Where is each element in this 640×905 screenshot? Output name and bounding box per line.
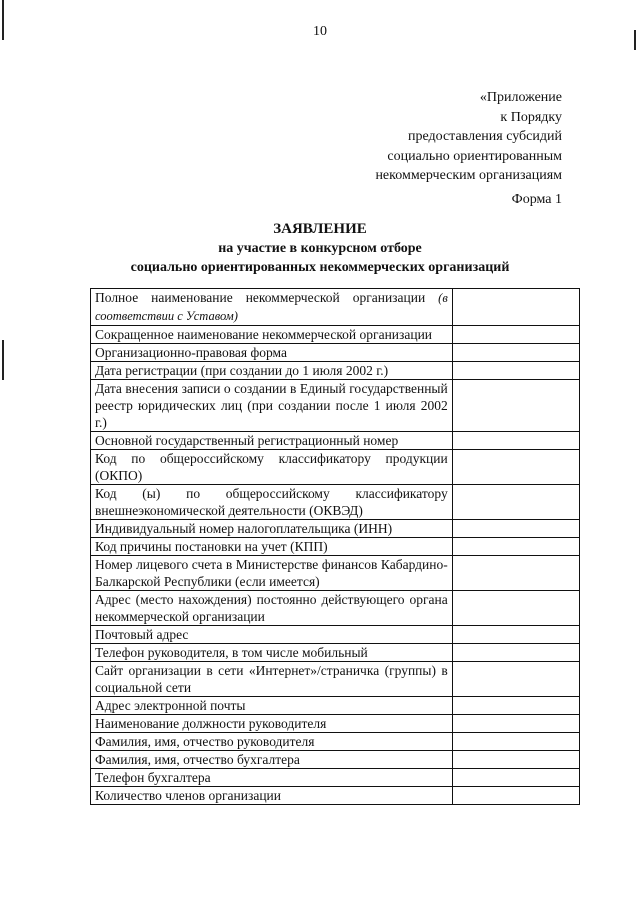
row-value-cell[interactable] bbox=[452, 787, 579, 805]
row-value-cell[interactable] bbox=[452, 538, 579, 556]
row-value-cell[interactable] bbox=[452, 485, 579, 520]
row-label: Сайт организации в сети «Интернет»/страничка (группы) в социальной сети bbox=[91, 662, 453, 697]
appendix-line: предоставления субсидий bbox=[407, 129, 562, 144]
row-label: Фамилия, имя, отчество бухгалтера bbox=[91, 751, 453, 769]
row-label: Номер лицевого счета в Министерстве финансов Кабардино-Балкарской Республики (если имеется) bbox=[91, 556, 453, 591]
row-value-cell[interactable] bbox=[452, 344, 579, 362]
scan-edge-mark-mid-left bbox=[2, 340, 4, 380]
row-value-cell[interactable] bbox=[452, 380, 579, 432]
row-label bbox=[91, 289, 453, 326]
table-row bbox=[91, 362, 580, 380]
table-row bbox=[91, 556, 580, 591]
document-title bbox=[0, 220, 640, 277]
row-hint: (в соответствии с Уставом) bbox=[95, 291, 448, 323]
row-label: Сокращенное наименование некоммерческой организации bbox=[91, 326, 453, 344]
row-label: Код (ы) по общероссийскому классификатору внешнеэкономической деятельности (ОКВЭД) bbox=[91, 485, 453, 520]
table-row bbox=[91, 662, 580, 697]
table-row bbox=[91, 715, 580, 733]
table-row bbox=[91, 733, 580, 751]
row-value-cell[interactable] bbox=[452, 591, 579, 626]
table-row bbox=[91, 485, 580, 520]
table-row bbox=[91, 538, 580, 556]
row-value-cell[interactable] bbox=[452, 556, 579, 591]
title-line-1: ЗАЯВЛЕНИЕ bbox=[273, 221, 367, 237]
table-row bbox=[91, 769, 580, 787]
row-label: Наименование должности руководителя bbox=[91, 715, 453, 733]
row-value-cell[interactable] bbox=[452, 326, 579, 344]
row-label: Телефон руководителя, в том числе мобильный bbox=[91, 644, 453, 662]
row-value-cell[interactable] bbox=[452, 362, 579, 380]
application-form-table bbox=[90, 288, 580, 805]
row-label: Код по общероссийскому классификатору продукции (ОКПО) bbox=[91, 450, 453, 485]
row-label: Почтовый адрес bbox=[91, 626, 453, 644]
row-label: Основной государственный регистрационный номер bbox=[91, 432, 453, 450]
appendix-heading bbox=[375, 88, 562, 186]
row-label: Организационно-правовая форма bbox=[91, 344, 453, 362]
table-row bbox=[91, 450, 580, 485]
table-row bbox=[91, 751, 580, 769]
row-value-cell[interactable] bbox=[452, 662, 579, 697]
table-row bbox=[91, 697, 580, 715]
title-line-2: на участие в конкурсном отборе bbox=[218, 241, 422, 256]
title-line-3: социально ориентированных некоммерческих организаций bbox=[130, 260, 510, 275]
appendix-line: социально ориентированным bbox=[387, 148, 562, 164]
row-label: Фамилия, имя, отчество руководителя bbox=[91, 733, 453, 751]
form-label: Форма 1 bbox=[511, 192, 562, 207]
row-value-cell[interactable] bbox=[452, 715, 579, 733]
row-value-cell[interactable] bbox=[452, 697, 579, 715]
row-label: Индивидуальный номер налогоплательщика (ИНН) bbox=[91, 520, 453, 538]
table-row bbox=[91, 380, 580, 432]
row-label: Адрес (место нахождения) постоянно действующего органа некоммерческой организации bbox=[91, 591, 453, 626]
row-value-cell[interactable] bbox=[452, 450, 579, 485]
row-value-cell[interactable] bbox=[452, 644, 579, 662]
row-value-cell[interactable] bbox=[452, 626, 579, 644]
appendix-line: «Приложение bbox=[479, 90, 562, 105]
table-row bbox=[91, 626, 580, 644]
row-label: Дата внесения записи о создании в Единый государственный реестр юридических лиц (при создании после 1 июля 2002 г.) bbox=[91, 380, 453, 432]
table-row bbox=[91, 344, 580, 362]
row-label: Код причины постановки на учет (КПП) bbox=[91, 538, 453, 556]
row-value-cell[interactable] bbox=[452, 432, 579, 450]
row-label-text: Полное наименование некоммерческой организации bbox=[95, 290, 426, 305]
table-row bbox=[91, 591, 580, 626]
table-row bbox=[91, 432, 580, 450]
table-row bbox=[91, 644, 580, 662]
row-value-cell[interactable] bbox=[452, 520, 579, 538]
row-label: Адрес электронной почты bbox=[91, 697, 453, 715]
table-row bbox=[91, 289, 580, 326]
appendix-line: к Порядку bbox=[500, 109, 562, 125]
row-value-cell[interactable] bbox=[452, 769, 579, 787]
row-label: Количество членов организации bbox=[91, 787, 453, 805]
page-number: 10 bbox=[313, 24, 327, 39]
row-value-cell[interactable] bbox=[452, 289, 579, 326]
row-value-cell[interactable] bbox=[452, 751, 579, 769]
table-row bbox=[91, 326, 580, 344]
row-label: Дата регистрации (при создании до 1 июля 2002 г.) bbox=[91, 362, 453, 380]
row-value-cell[interactable] bbox=[452, 733, 579, 751]
appendix-line: некоммерческим организациям bbox=[375, 168, 562, 183]
table-row bbox=[91, 520, 580, 538]
table-row bbox=[91, 787, 580, 805]
row-label: Телефон бухгалтера bbox=[91, 769, 453, 787]
